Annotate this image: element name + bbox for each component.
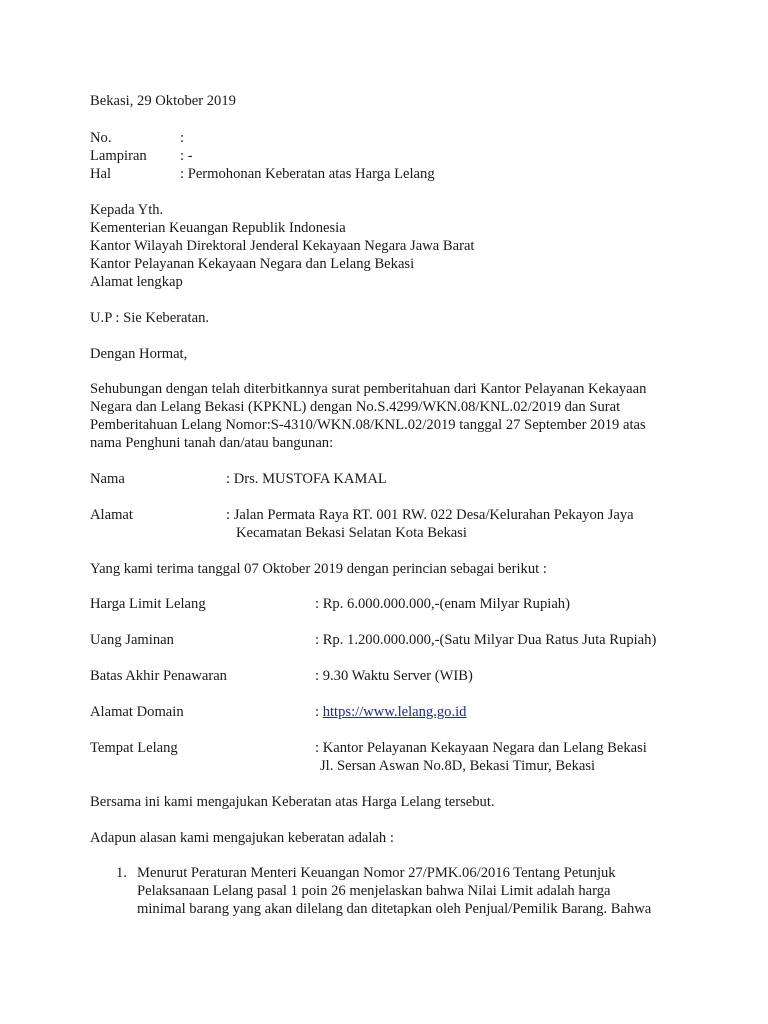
recipient-line: Alamat lengkap [90, 274, 183, 290]
intro-paragraph-line: Sehubungan dengan telah diterbitkannya surat pemberitahuan dari Kantor Pelayanan Kekayaan [90, 381, 647, 397]
detail-value-prefix: : [315, 704, 323, 720]
recipient-salutation: Kepada Yth. [90, 202, 164, 218]
recipient-line: Kantor Wilayah Direktoral Jenderal Kekayaan Negara Jawa Barat [90, 238, 475, 254]
detail-value: : Rp. 6.000.000.000,-(enam Milyar Rupiah) [315, 596, 570, 612]
header-field-value: : - [180, 148, 193, 164]
detail-label: Harga Limit Lelang [90, 596, 206, 612]
reason-line: minimal barang yang akan dilelang dan ditetapkan oleh Penjual/Pemilik Barang. Bahwa [137, 901, 652, 917]
attention-line: U.P : Sie Keberatan. [90, 310, 210, 326]
header-field-value: : [180, 130, 185, 146]
place-date: Bekasi, 29 Oktober 2019 [90, 93, 236, 109]
detail-value [315, 703, 466, 721]
intro-paragraph-line: nama Penghuni tanah dan/atau bangunan: [90, 435, 334, 451]
detail-value: : 9.30 Waktu Server (WIB) [315, 668, 473, 684]
intro-paragraph-line: Negara dan Lelang Bekasi (KPKNL) dengan No.S.4299/WKN.08/KNL.02/2019 dan Surat [90, 399, 621, 415]
header-field-label: Hal [90, 166, 112, 182]
occupant-address-label: Alamat [90, 507, 133, 523]
recipient-line: Kementerian Keuangan Republik Indonesia [90, 220, 346, 236]
occupant-address-line: : Jalan Permata Raya RT. 001 RW. 022 Desa/Kelurahan Pekayon Jaya [226, 507, 634, 523]
detail-label: Uang Jaminan [90, 632, 174, 648]
reasons-intro: Adapun alasan kami mengajukan keberatan adalah : [90, 830, 394, 846]
reason-line: Menurut Peraturan Menteri Keuangan Nomor 27/PMK.06/2016 Tentang Petunjuk [137, 865, 616, 881]
detail-value: : Kantor Pelayanan Kekayaan Negara dan Lelang Bekasi [315, 740, 647, 756]
occupant-address-line: Kecamatan Bekasi Selatan Kota Bekasi [236, 525, 467, 541]
intro-paragraph-line: Pemberitahuan Lelang Nomor:S-4310/WKN.08/KNL.02/2019 tanggal 27 September 2019 atas [90, 417, 646, 433]
detail-value: : Rp. 1.200.000.000,-(Satu Milyar Dua Ratus Juta Rupiah) [315, 632, 657, 648]
objection-statement: Bersama ini kami mengajukan Keberatan atas Harga Lelang tersebut. [90, 794, 495, 810]
auction-domain-link[interactable]: https://www.lelang.go.id [322, 704, 467, 720]
received-line: Yang kami terima tanggal 07 Oktober 2019 dengan perincian sebagai berikut : [90, 561, 547, 577]
occupant-name-label: Nama [90, 471, 125, 487]
detail-label: Tempat Lelang [90, 740, 178, 756]
recipient-line: Kantor Pelayanan Kekayaan Negara dan Lelang Bekasi [90, 256, 415, 272]
reason-number: 1. [116, 865, 127, 881]
detail-value-continuation: Jl. Sersan Aswan No.8D, Bekasi Timur, Bekasi [320, 758, 596, 774]
detail-label: Alamat Domain [90, 704, 184, 720]
detail-label: Batas Akhir Penawaran [90, 668, 227, 684]
header-field-label: No. [90, 130, 112, 146]
occupant-name-value: : Drs. MUSTOFA KAMAL [226, 471, 387, 487]
header-field-value: : Permohonan Keberatan atas Harga Lelang [180, 166, 435, 182]
greeting: Dengan Hormat, [90, 346, 188, 362]
header-field-label: Lampiran [90, 148, 147, 164]
reason-line: Pelaksanaan Lelang pasal 1 poin 26 menjelaskan bahwa Nilai Limit adalah harga [137, 883, 611, 899]
